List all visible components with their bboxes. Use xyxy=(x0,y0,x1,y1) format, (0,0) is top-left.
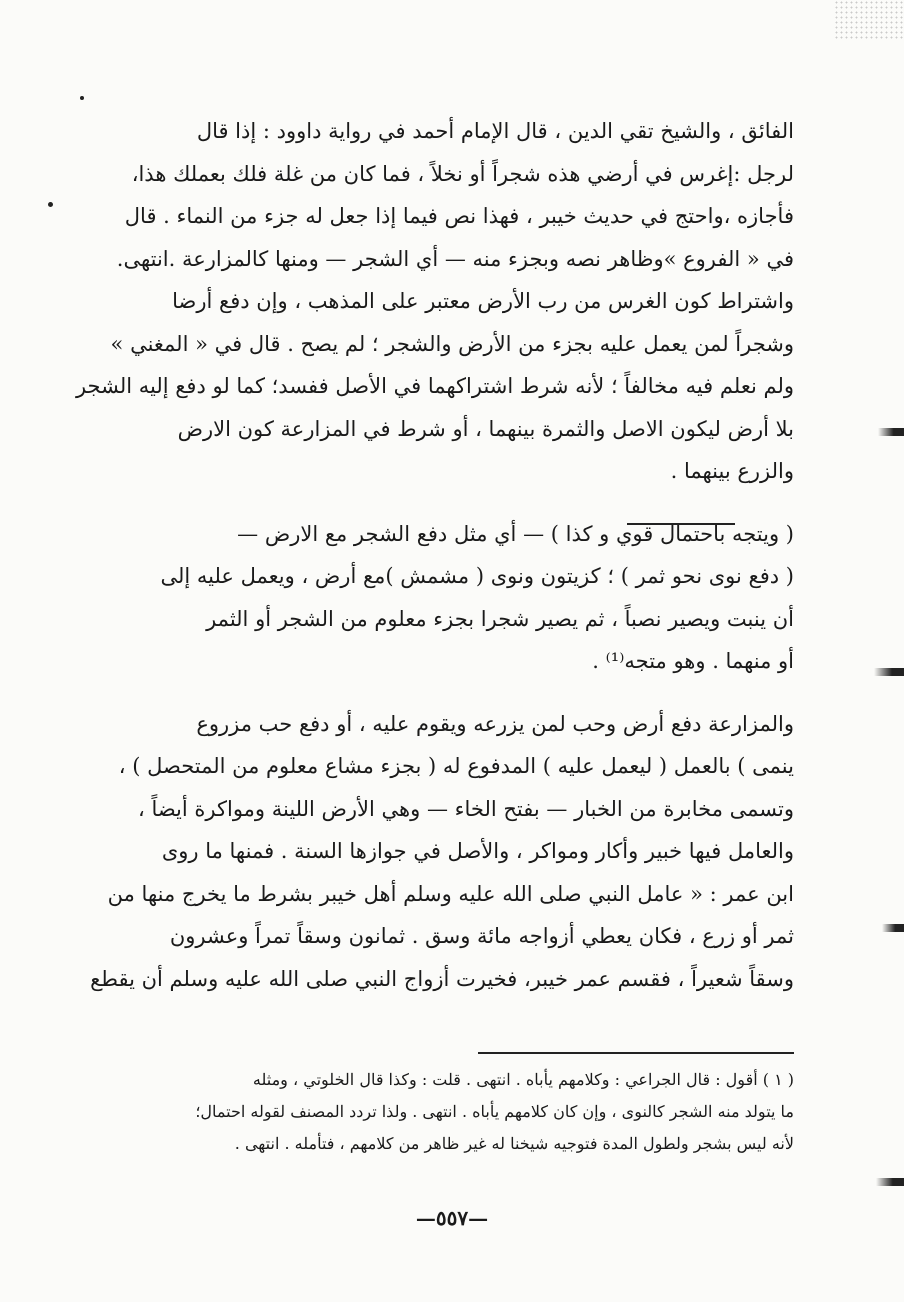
footnote-line: ( ١ ) أقول : قال الجراعي : وكلامهم يأباه . انتهى . قلت : وكذا قال الخلوتي ، ومثله xyxy=(252,1070,794,1089)
page-number: —٥٥٧— xyxy=(415,1206,489,1230)
text-line: واشتراط كون الغرس من رب الأرض معتبر على المذهب ، وإن دفع أرضا xyxy=(172,289,794,313)
main-text xyxy=(75,110,794,1000)
text-line: وسقاً شعيراً ، فقسم عمر خيبر، فخيرت أزواج النبي صلى الله عليه وسلم أن يقطع xyxy=(90,966,794,991)
scan-speck xyxy=(48,202,53,207)
scan-noise xyxy=(834,0,904,40)
scan-edge-mark xyxy=(874,668,904,676)
paragraph-1 xyxy=(75,110,794,493)
scan-edge-mark xyxy=(876,1178,904,1186)
text-line: ولم نعلم فيه مخالفاً ؛ لأنه شرط اشتراكهما في الأصل ففسد؛ كما لو دفع إليه الشجر xyxy=(75,374,794,398)
text-line: والزرع بينهما . xyxy=(670,459,794,483)
text-line: بلا أرض ليكون الاصل والثمرة بينهما ، أو شرط في المزارعة كون الارض xyxy=(177,416,794,441)
text-line: ثمر أو زرع ، فكان يعطي أزواجه مائة وسق . ثمانون وسقاً تمراً وعشرون xyxy=(169,924,794,948)
text-line: ( دفع نوى نحو ثمر ) ؛ كزيتون ونوى ( مشمش )مع أرض ، ويعمل عليه إلى xyxy=(160,564,794,588)
scan-edge-mark xyxy=(882,924,904,932)
text-line: أو منهما . وهو متجه⁽¹⁾ . xyxy=(592,649,794,673)
paragraph-3 xyxy=(90,703,794,1001)
text-line: في « الفروع »وظاهر نصه وبجزء منه — أي الشجر — ومنها كالمزارعة .انتهى. xyxy=(116,246,794,271)
footnote-line: لأنه ليس بشجر ولطول المدة فتوجيه شيخنا له غير ظاهر من كلامهم ، فتأمله . انتهى . xyxy=(234,1134,794,1153)
text-line: والعامل فيها خبير وأكار ومواكر ، والأصل في جوازها السنة . فمنها ما روى xyxy=(161,839,794,863)
text-line: ( ويتجه باحتمال قوي و كذا ) — أي مثل دفع الشجر مع الارض — xyxy=(237,521,794,546)
footnote-divider xyxy=(478,1052,794,1054)
text-line: ابن عمر : « عامل النبي صلى الله عليه وسلم أهل خيبر بشرط ما يخرج منها من xyxy=(107,881,794,906)
text-line: أن ينبت ويصير نصباً ، ثم يصير شجرا بجزء معلوم من الشجر أو الثمر xyxy=(206,606,794,631)
text-line: والمزارعة دفع أرض وحب لمن يزرعه ويقوم عليه ، أو دفع حب مزروع xyxy=(196,711,794,736)
footnote-line: ما يتولد منه الشجر كالنوى ، وإن كان كلامهم يأباه . انتهى . ولذا تردد المصنف لقوله احتمال؛ xyxy=(195,1102,794,1121)
footnotes xyxy=(148,1064,794,1160)
text-line: الفائق ، والشيخ تقي الدين ، قال الإمام أحمد في رواية داوود : إذا قال xyxy=(196,119,794,143)
scan-speck xyxy=(80,96,84,100)
paragraph-2 xyxy=(148,513,794,683)
scan-edge-mark xyxy=(878,428,904,436)
section-rule xyxy=(627,523,735,525)
text-line: فأجازه ،واحتج في حديث خيبر ، فهذا نص فيما إذا جعل له جزء من النماء . قال xyxy=(124,204,794,228)
text-line: لرجل :إغرس في أرضي هذه شجراً أو نخلاً ، فما كان من غلة فلك بعملك هذا، xyxy=(131,161,794,186)
text-line: ينمى ) بالعمل ( ليعمل عليه ) المدفوع له ( بجزء مشاع معلوم من المتحصل ) ، xyxy=(118,754,794,778)
text-line: وتسمى مخابرة من الخبار — بفتح الخاء — وهي الأرض اللينة ومواكرة أيضاً ، xyxy=(137,796,794,821)
text-line: وشجراً لمن يعمل عليه بجزء من الأرض والشجر ؛ لم يصح . قال في « المغني » xyxy=(110,331,794,356)
